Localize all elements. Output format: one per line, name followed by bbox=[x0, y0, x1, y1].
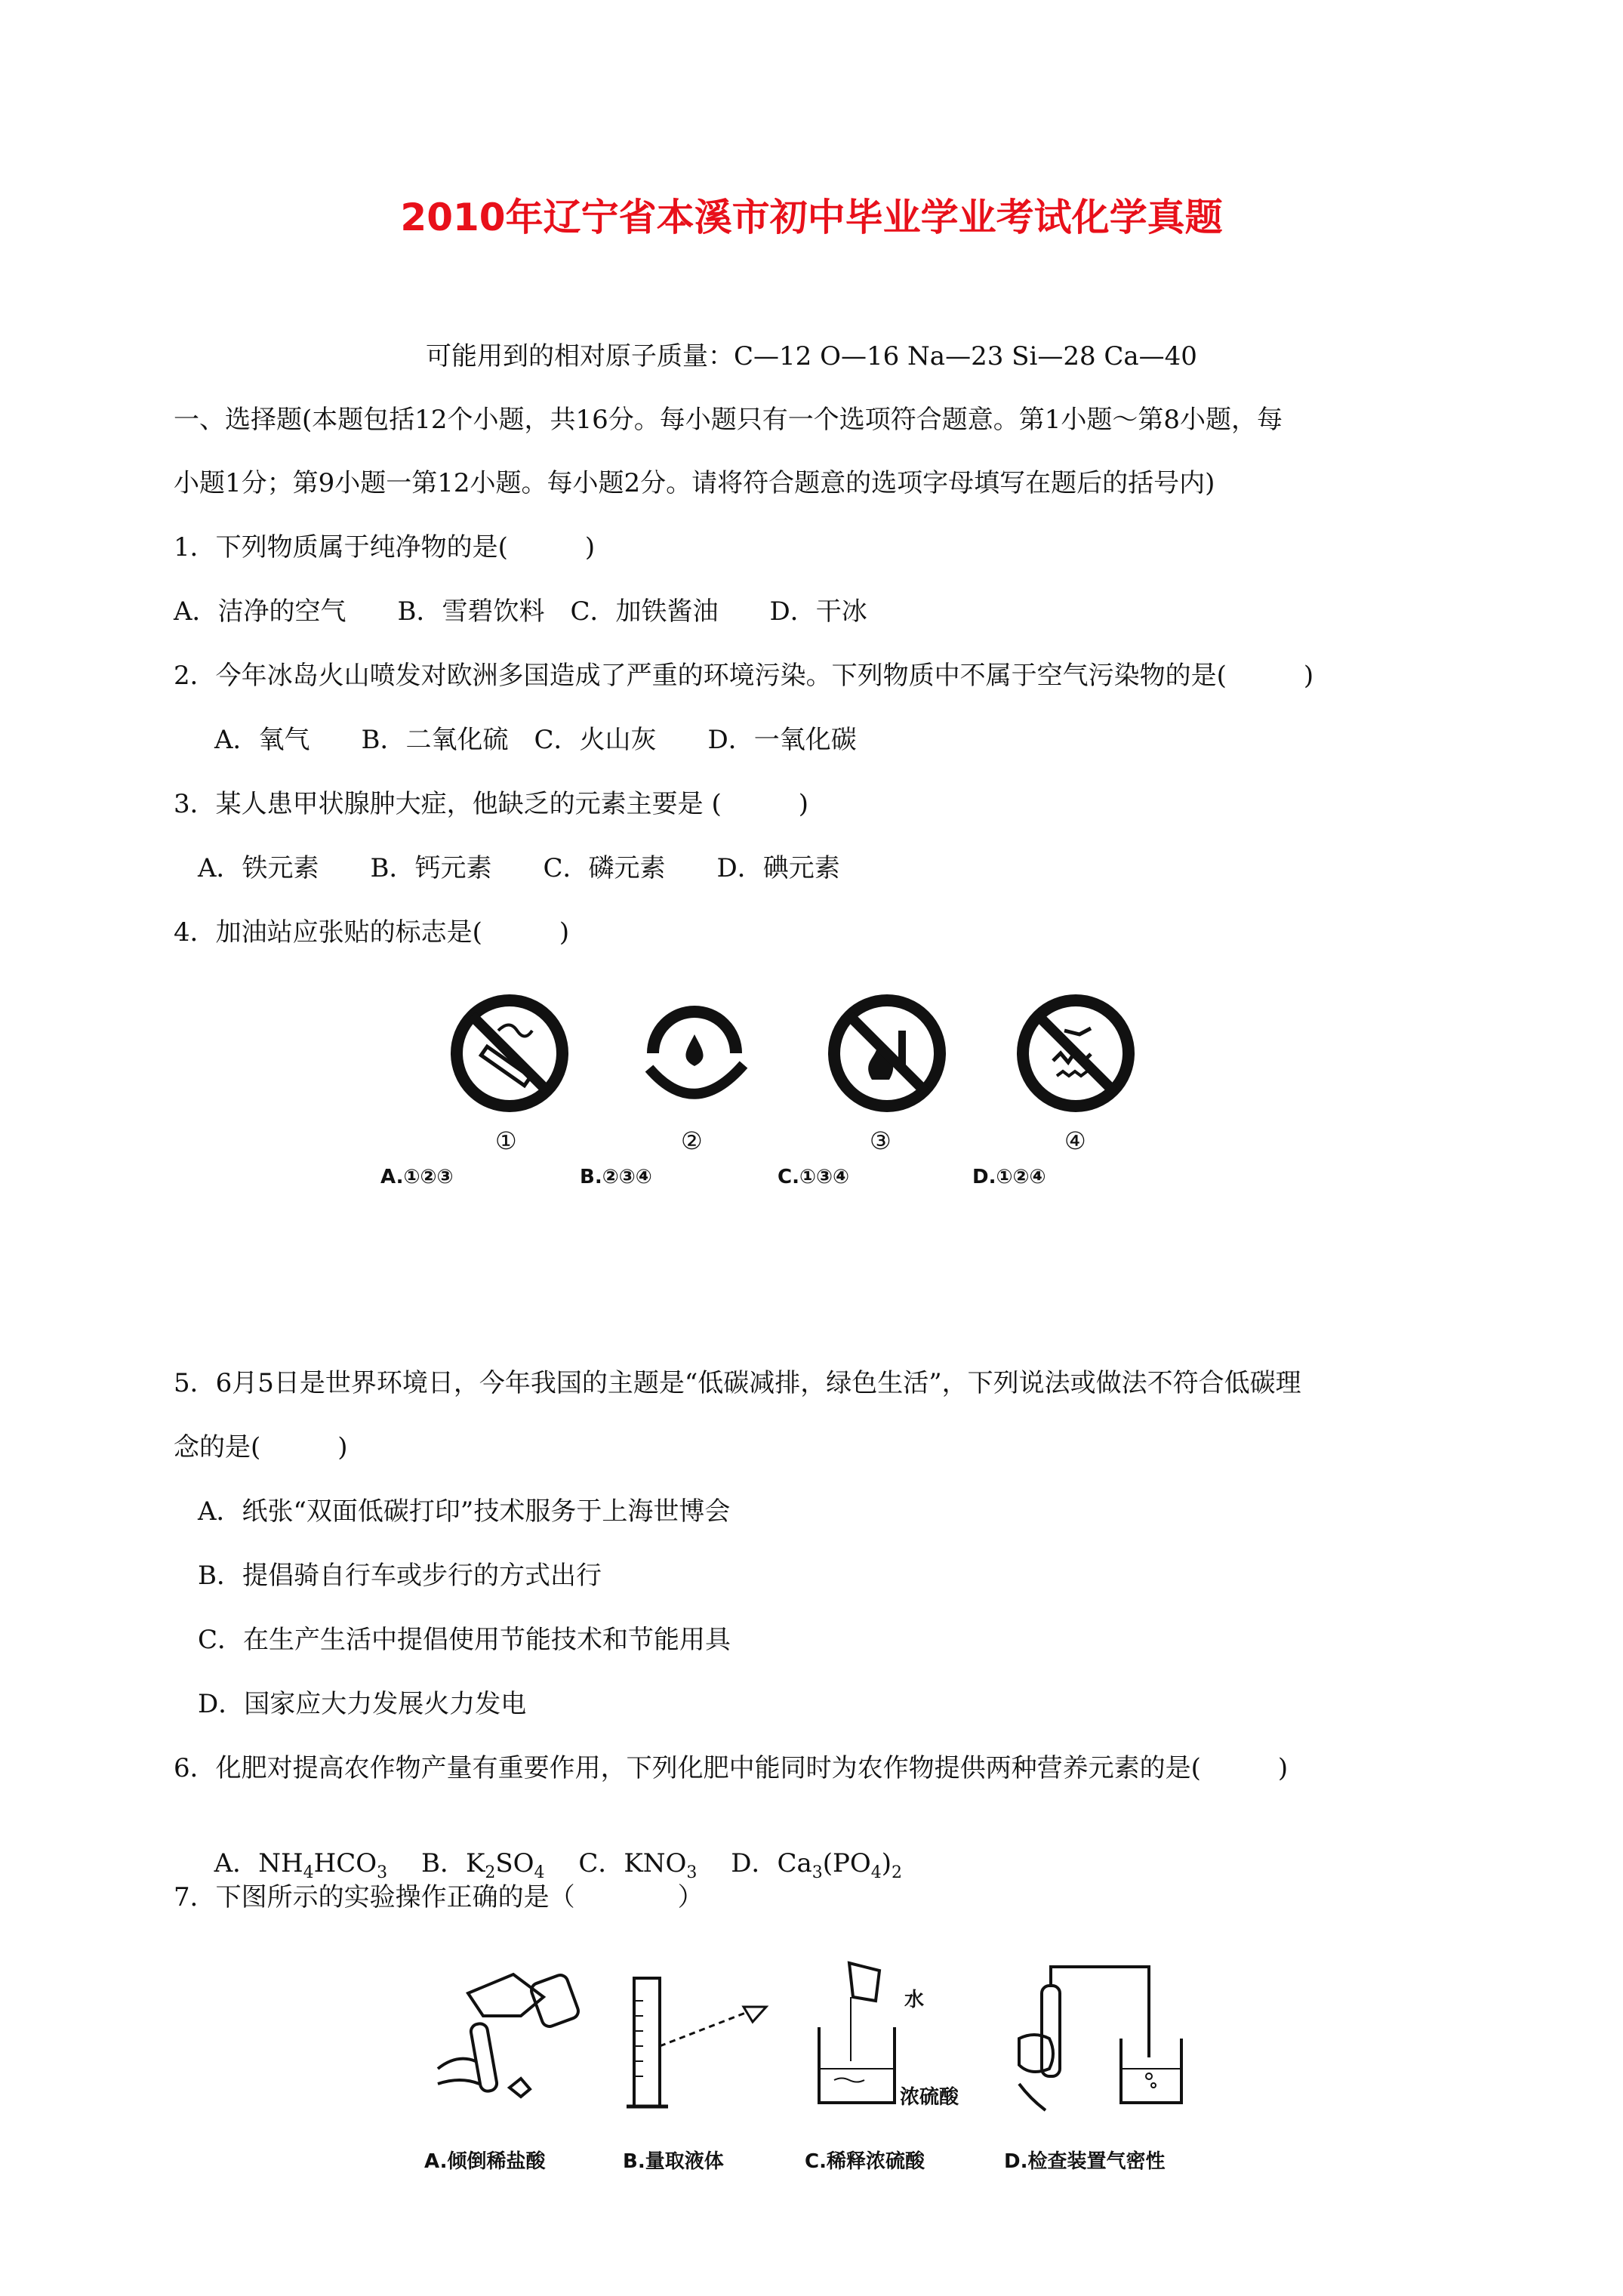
q5-option-b: B．提倡骑自行车或步行的方式出行 bbox=[198, 1561, 602, 1591]
q4-answer-c: C.①③④ bbox=[778, 1166, 849, 1188]
label-concentrated-sulfuric-acid: 浓硫酸 bbox=[900, 2086, 959, 2109]
sign-label-3: ③ bbox=[870, 1126, 892, 1155]
q6-option-a-label: A． bbox=[214, 1848, 259, 1878]
caption-b: B.量取液体 bbox=[623, 2150, 724, 2173]
q1-options: A．洁净的空气 B．雪碧饮料 C．加铁酱油 D．干冰 bbox=[174, 596, 867, 627]
q4-answer-b: B.②③④ bbox=[580, 1166, 652, 1188]
no-fireworks-sign-icon bbox=[1012, 989, 1140, 1117]
q5-option-a: A．纸张“双面低碳打印”技术服务于上海世博会 bbox=[198, 1496, 731, 1527]
q6-formula-a: $NH_4HCO_3$ bbox=[258, 1848, 388, 1882]
q4-answer-d: D.①②④ bbox=[972, 1166, 1046, 1188]
caption-a: A.倾倒稀盐酸 bbox=[424, 2150, 546, 2173]
section-intro-line-1: 一、选择题(本题包括12个小题，共16分。每小题只有一个选项符合题意。第1小题～第8小题，每 bbox=[174, 405, 1283, 435]
q5-option-d: D．国家应大力发展火力发电 bbox=[198, 1689, 527, 1719]
water-saving-sign-icon bbox=[630, 989, 759, 1117]
q6-stem: 6．化肥对提高农作物产量有重要作用，下列化肥中能同时为农作物提供两种营养元素的是( ) bbox=[174, 1753, 1289, 1783]
q4-stem: 4．加油站应张贴的标志是( ) bbox=[174, 917, 570, 948]
q2-options: A．氧气 B．二氧化硫 C．火山灰 D．一氧化碳 bbox=[214, 725, 857, 755]
atomic-masses: 可能用到的相对原子质量：C—12 O—16 Na—23 Si—28 Ca—40 bbox=[426, 341, 1197, 371]
pouring-acid-illustration-icon bbox=[423, 1963, 596, 2114]
q6-option-c-label: C． bbox=[578, 1848, 624, 1878]
q1-stem: 1．下列物质属于纯净物的是( ) bbox=[174, 532, 596, 562]
q5-stem-line-1: 5．6月5日是世界环境日，今年我国的主题是“低碳减排，绿色生活”，下列说法或做法不符合低碳理 bbox=[174, 1368, 1301, 1398]
caption-d: D.检查装置气密性 bbox=[1004, 2150, 1166, 2173]
sign-label-2: ② bbox=[681, 1126, 703, 1155]
q6-options bbox=[198, 1818, 902, 1888]
no-smoking-sign-icon bbox=[445, 989, 574, 1117]
q4-answer-a: A.①②③ bbox=[380, 1166, 454, 1188]
airtightness-check-illustration-icon bbox=[1012, 1955, 1185, 2114]
q6-option-d-label: D． bbox=[731, 1848, 778, 1878]
q6-formula-d: $Ca_3(PO_4)_2$ bbox=[777, 1848, 903, 1882]
caption-c: C.稀释浓硫酸 bbox=[805, 2150, 925, 2173]
sign-label-1: ① bbox=[495, 1126, 517, 1155]
page-title: 2010年辽宁省本溪市初中毕业学业考试化学真题 bbox=[400, 196, 1223, 239]
q5-stem-line-2: 念的是( ) bbox=[174, 1432, 348, 1462]
measuring-cylinder-illustration-icon bbox=[619, 1971, 778, 2114]
q6-option-b-label: B． bbox=[420, 1848, 466, 1878]
q3-options: A．铁元素 B．钙元素 C．磷元素 D．碘元素 bbox=[198, 853, 840, 883]
sign-label-4: ④ bbox=[1064, 1126, 1086, 1155]
label-water: 水 bbox=[904, 1989, 925, 2011]
q7-stem: 7．下图所示的实验操作正确的是（ ） bbox=[174, 1882, 704, 1912]
q3-stem: 3．某人患甲状腺肿大症，他缺乏的元素主要是 ( ) bbox=[174, 789, 808, 819]
q5-option-c: C．在生产生活中提倡使用节能技术和节能用具 bbox=[198, 1625, 731, 1655]
section-intro-line-2: 小题1分；第9小题一第12小题。每小题2分。请将符合题意的选项字母填写在题后的括号内) bbox=[174, 468, 1215, 498]
no-open-flame-sign-icon bbox=[823, 989, 951, 1117]
q6-formula-b: $K_2SO_4$ bbox=[465, 1848, 545, 1882]
q2-stem: 2．今年冰岛火山喷发对欧洲多国造成了严重的环境污染。下列物质中不属于空气污染物的是( ) bbox=[174, 661, 1314, 691]
q6-formula-c: $KNO_3$ bbox=[624, 1848, 698, 1882]
